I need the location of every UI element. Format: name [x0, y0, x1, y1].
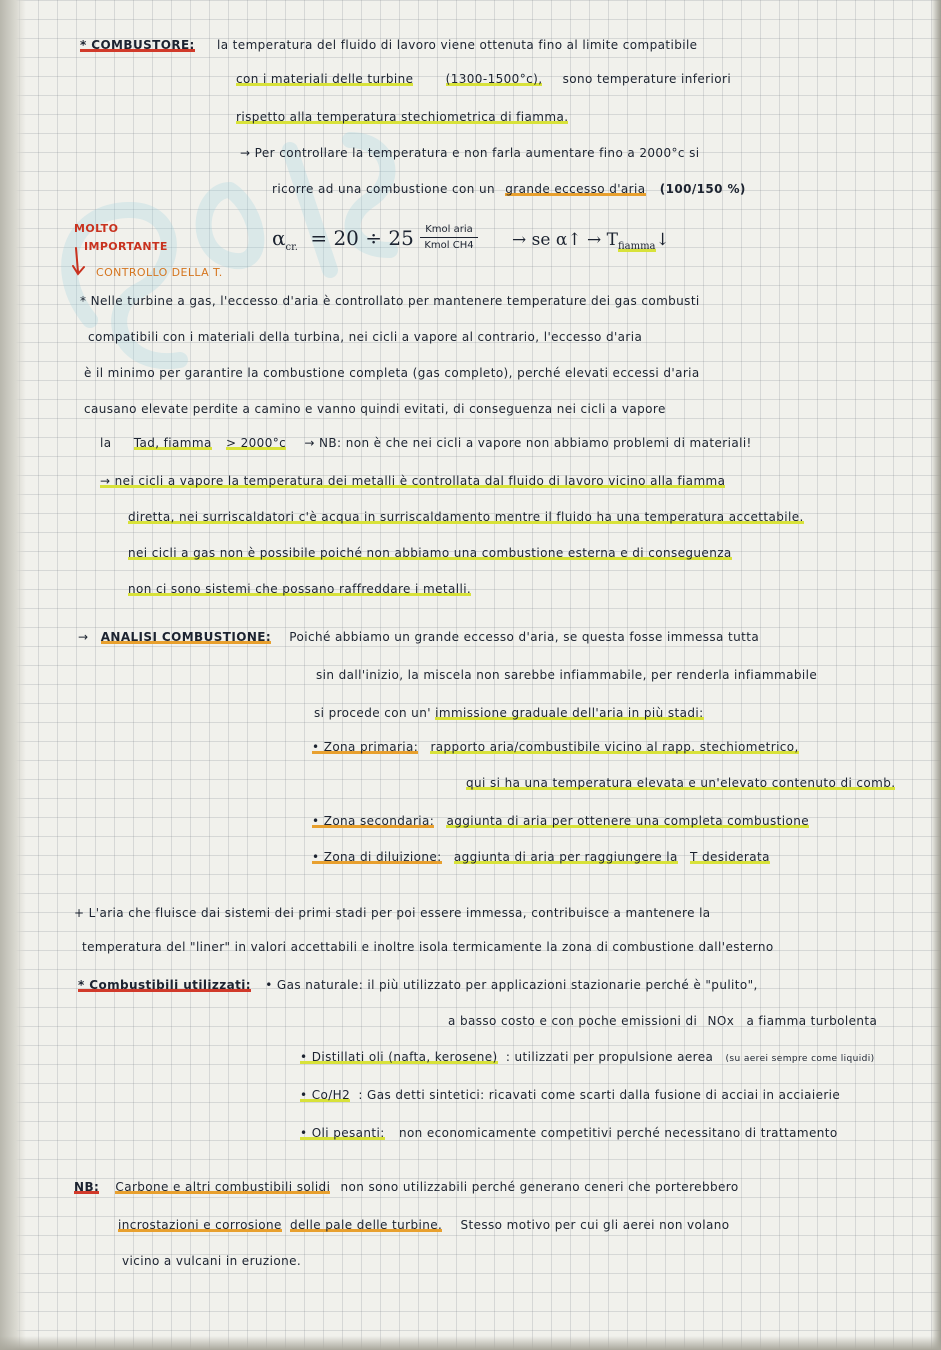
small-note: (su aerei sempre come liquidi) [725, 1054, 875, 1064]
text-span: con i materiali delle turbine [236, 72, 414, 86]
text-span: vicino a vulcani in eruzione. [122, 1254, 302, 1268]
combustibili-line-26 [300, 1050, 875, 1064]
page-left-edge [0, 0, 26, 1350]
alpha-effect [512, 230, 670, 252]
combustore-heading: * COMBUSTORE: [80, 38, 195, 52]
paragraph-line-9 [84, 402, 666, 416]
paragraph-line-7 [88, 330, 642, 344]
paragraph-line-11 [100, 474, 725, 488]
page-bottom-edge [0, 1336, 941, 1350]
text-span: Stesso motivo per cui gli aerei non volano [460, 1218, 730, 1232]
fraction-denominator: Kmol CH4 [424, 240, 474, 251]
alpha-value: = 20 ÷ 25 [310, 226, 414, 250]
combustibili-heading: * Combustibili utilizzati: [78, 978, 251, 992]
t-value: > 2000°c [225, 436, 287, 450]
text-span: rapporto aria/combustibile vicino al rapp. stechiometrico, [430, 740, 799, 754]
text-span: aggiunta di aria per ottenere una completa combustione [446, 814, 810, 828]
text-span: nei cicli a gas non è possibile poiché non abbiamo una combustione esterna e di conseguenza [128, 546, 732, 560]
text-span: temperatura del "liner" in valori accettabili e inoltre isola termicamente la zona di combustione dall'esterno [82, 940, 774, 954]
combustore-line-5 [272, 182, 746, 196]
graduale-phrase: immissione graduale dell'aria in più stadi: [435, 706, 704, 720]
arrow-symbol: → [78, 630, 89, 644]
text-span: è il minimo per garantire la combustione completa (gas completo), perché elevati eccessi d'aria [84, 366, 700, 380]
text-span: → Per controllare la temperatura e non farla aumentare fino a 2000°c si [240, 146, 700, 160]
nb-note: → NB: non è che nei cicli a vapore non abbiamo problemi di materiali! [304, 436, 752, 450]
text-span: la temperatura del fluido di lavoro viene ottenuta fino al limite compatibile [216, 38, 698, 52]
text-span: causano elevate perdite a camino e vanno quindi evitati, di conseguenza nei cicli a vapore [84, 402, 666, 416]
text-span: ricorre ad una combustione con un [272, 182, 496, 196]
text-span: Poiché abbiamo un grande eccesso d'aria, se questa fosse immessa tutta [289, 630, 760, 644]
incrostazioni-phrase: incrostazioni e corrosione [118, 1218, 282, 1232]
t-fiamma: Tad, fiamma [133, 436, 212, 450]
paragraph-line-10 [100, 436, 752, 450]
text-span: sin dall'inizio, la miscela non sarebbe infiammabile, per renderla infiammabile [316, 668, 818, 682]
page-right-edge [931, 0, 941, 1350]
analisi-line-17 [314, 706, 704, 720]
zona-secondaria: • Zona secondaria: [312, 814, 435, 828]
text-span: la [100, 436, 112, 450]
fraction-numerator: Kmol aria [425, 224, 473, 235]
alpha-subscript: cr. [285, 242, 298, 253]
combustibili-line-27 [300, 1088, 840, 1102]
text-span: a fiamma turbolenta [746, 1014, 878, 1028]
combustibili-line-24 [78, 978, 758, 992]
text-span: Carbone e altri combustibili solidi [115, 1180, 331, 1194]
text-span: diretta, nei surriscaldatori c'è acqua in surriscaldamento mentre il fluido ha una temperatura accettabile. [128, 510, 804, 524]
text-span: → nei cicli a vapore la temperatura dei metalli è controllata dal fluido di lavoro vicino alla fiamma [100, 474, 726, 488]
fiamma-subscript: fiamma [617, 241, 656, 253]
excess-air-phrase: grande eccesso d'aria [505, 182, 646, 196]
effect-arrow: ↓ [655, 230, 670, 250]
nb-label: NB: [74, 1180, 100, 1194]
t-desiderata: T desiderata [690, 850, 770, 864]
liner-line-22 [74, 906, 711, 920]
text-span: non economicamente competitivi perché necessitano di trattamento [398, 1126, 838, 1140]
paragraph-line-8 [84, 366, 700, 380]
gas-naturale: • Gas naturale: il più utilizzato per applicazioni stazionarie perché è "pulito", [265, 978, 758, 992]
alpha-unit-fraction [420, 224, 478, 251]
text-span: : utilizzati per propulsione aerea [505, 1050, 714, 1064]
analisi-line-21 [312, 850, 770, 864]
text-span: si procede con un' [314, 706, 431, 720]
side-note-molto: MOLTO [74, 222, 119, 235]
text-span: non sono utilizzabili perché generano ceneri che porterebbero [340, 1180, 739, 1194]
nb-line-29 [74, 1180, 739, 1194]
temperature-range: (1300-1500°c), [445, 72, 543, 86]
paragraph-line-6 [80, 294, 700, 308]
analisi-line-19 [466, 776, 895, 790]
text-span: + L'aria che fluisce dai sistemi dei primi stadi per poi essere immessa, contribuisce a mantenere la [74, 906, 711, 920]
side-note-importante: IMPORTANTE [84, 240, 168, 253]
text-span: delle pale delle turbine. [290, 1218, 443, 1232]
effect-text: → se α↑ → T [512, 230, 618, 250]
distillati-oli: • Distillati oli (nafta, kerosene) [300, 1050, 498, 1064]
alpha-formula [272, 226, 414, 253]
analisi-heading: ANALISI COMBUSTIONE: [100, 630, 272, 644]
text-span: * Nelle turbine a gas, l'eccesso d'aria è controllato per mantenere temperature dei gas combusti [80, 294, 700, 308]
text-span: rispetto alla temperatura stechiometrica di fiamma. [236, 110, 569, 124]
analisi-line-16 [316, 668, 817, 682]
paragraph-line-13 [128, 546, 732, 560]
text-span: a basso costo e con poche emissioni di [448, 1014, 698, 1028]
combustore-line-3 [236, 110, 568, 124]
paragraph-line-12 [128, 510, 804, 524]
combustore-line-1 [80, 38, 697, 52]
percentage: (100/150 %) [659, 182, 746, 196]
combustore-line-2 [236, 72, 731, 86]
text-span: aggiunta di aria per raggiungere la [453, 850, 678, 864]
side-note-controllo: CONTROLLO DELLA T. [96, 266, 223, 279]
fraction-rule [420, 237, 478, 238]
zona-diluizione: • Zona di diluizione: [312, 850, 442, 864]
combustibili-line-28 [300, 1126, 838, 1140]
paragraph-line-14 [128, 582, 471, 596]
zona-primaria: • Zona primaria: [312, 740, 419, 754]
alpha-symbol: α [272, 226, 286, 250]
oli-pesanti: • Oli pesanti: [300, 1126, 385, 1140]
text-span: : Gas detti sintetici: ricavati come scarti dalla fusione di acciai in acciaierie [358, 1088, 841, 1102]
combustore-line-4 [240, 146, 700, 160]
analisi-line-20 [312, 814, 809, 828]
text-span: non ci sono sistemi che possano raffreddare i metalli. [128, 582, 472, 596]
text-span: sono temperature inferiori [562, 72, 732, 86]
analisi-line-18 [312, 740, 799, 754]
down-arrow-icon [72, 246, 94, 278]
combustibili-line-25 [448, 1014, 877, 1028]
analisi-line-15 [78, 630, 759, 644]
text-span: qui si ha una temperatura elevata e un'elevato contenuto di comb. [466, 776, 896, 790]
nox-label: NOx [707, 1014, 735, 1028]
co-h2: • Co/H2 [300, 1088, 351, 1102]
nb-line-31 [122, 1254, 301, 1268]
nb-line-30 [118, 1218, 730, 1232]
text-span: compatibili con i materiali della turbina, nei cicli a vapore al contrario, l'eccesso d'aria [88, 330, 643, 344]
liner-line-23 [82, 940, 774, 954]
